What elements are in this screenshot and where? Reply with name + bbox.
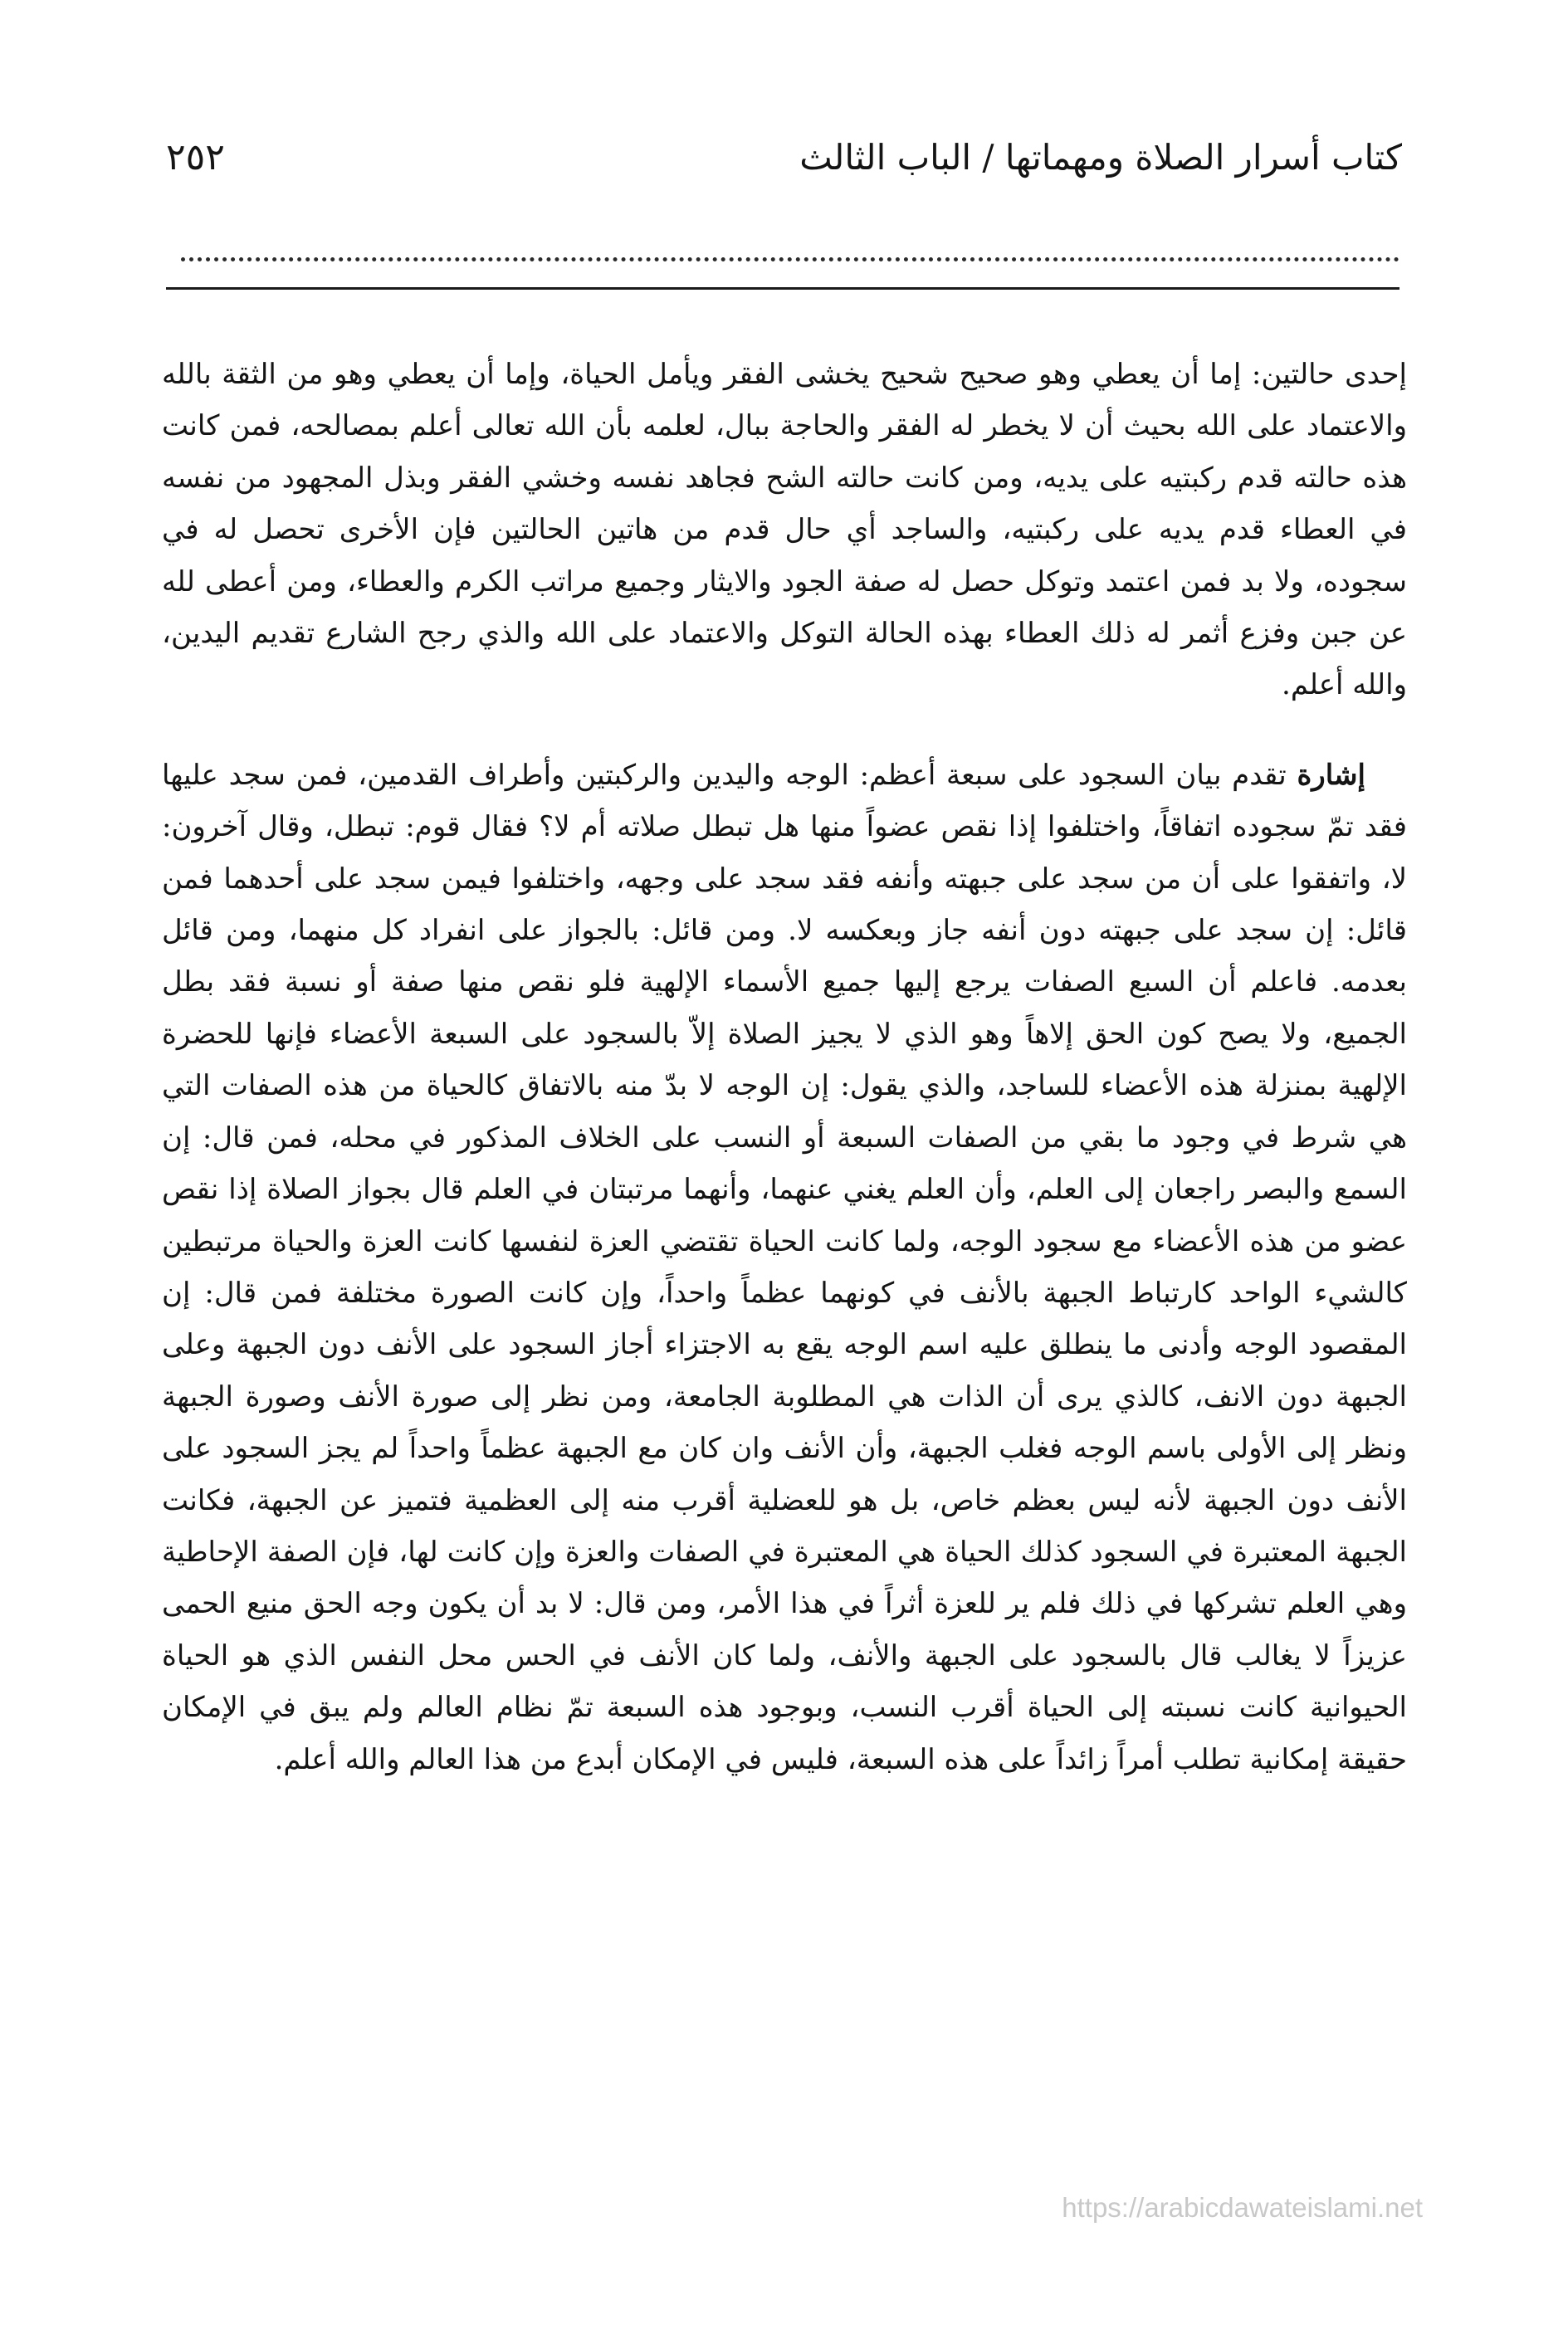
paragraph-1 (162, 349, 1407, 711)
page-header (166, 133, 1402, 191)
dotted-divider (181, 257, 1399, 261)
paragraph-2-text: تقدم بيان السجود على سبعة أعظم: الوجه واليدين والركبتين وأطراف القدمين، فمن سجد عليها فقد تمّ سجوده اتفاقاً، واختلفوا إذا نقص عضواً منها هل تبطل صلاته أم لا؟ فقال قوم: تبطل، وقال آخرون: لا، واتفقوا على أن من سجد على جبهته وأنفه فقد سجد على وجهه، واختلفوا فيمن سجد على أحدهما فمن قائل: إن سجد على جبهته دون أنفه جاز وبعكسه لا. ومن قائل: بالجواز على انفراد كل منهما، ومن قائل بعدمه. فاعلم أن السبع الصفات يرجع إليها جميع الأسماء الإلهية فلو نقص منها صفة أو نسبة فقد بطل الجميع، ولا يصح كون الحق إلاهاً وهو الذي لا يجيز الصلاة إلاّ بالسجود على السبعة الأعضاء فإنها للحضرة الإلهية بمنزلة هذه الأعضاء للساجد، والذي يقول: إن الوجه لا بدّ منه بالاتفاق كالحياة من هذه الصفات التي هي شرط في وجود ما بقي من الصفات السبعة أو النسب على الخلاف المذكور في محله، فمن قال: إن السمع والبصر راجعان إلى العلم، وأن العلم يغني عنهما، وأنهما مرتبتان في العلم قال بجواز الصلاة إذا نقص عضو من هذه الأعضاء مع سجود الوجه، ولما كانت الحياة تقتضي العزة لنفسها كانت العزة والحياة مرتبطين كالشيء الواحد كارتباط الجبهة بالأنف في كونهما عظماً واحداً، وإن كانت الصورة مختلفة فمن قال: إن المقصود الوجه وأدنى ما ينطلق عليه اسم الوجه يقع به الاجتزاء أجاز السجود على الأنف دون الجبهة وعلى الجبهة دون الانف، كالذي يرى أن الذات هي المطلوبة الجامعة، ومن نظر إلى صورة الأنف وصورة الجبهة ونظر إلى الأولى باسم الوجه فغلب الجبهة، وأن الأنف وان كان مع الجبهة عظماً واحداً لم يجز السجود على الأنف دون الجبهة لأنه ليس بعظم خاص، بل هو للعضلية أقرب منه إلى العظمية فتميز عن الجبهة، فكانت الجبهة المعتبرة في السجود كذلك الحياة هي المعتبرة في الصفات والعزة وإن كانت لها، فإن الصفة الإحاطية وهي العلم تشركها في ذلك فلم ير للعزة أثراً في هذا الأمر، ومن قال: لا بد أن يكون وجه الحق منيع الحمى عزيزاً لا يغالب قال بالسجود على الجبهة والأنف، ولما كان الأنف في الحس محل النفس الذي هو الحياة الحيوانية كانت نسبته إلى الحياة أقرب النسب، وبوجود هذه السبعة تمّ نظام العالم ولم يبق في الإمكان حقيقة إمكانية تطلب أمراً زائداً على هذه السبعة، فليس في الإمكان أبدع من هذا العالم والله أعلم. (162, 758, 1407, 1776)
running-title: كتاب أسرار الصلاة ومهماتها / الباب الثالث (799, 137, 1402, 178)
source-watermark: https://arabicdawateislami.net (1062, 2192, 1423, 2223)
page-number: ٢٥٢ (166, 136, 225, 178)
body-text (162, 349, 1407, 1785)
header-divider (166, 287, 1399, 290)
section-lead-word: إشارة (1297, 758, 1365, 792)
paragraph-1-text: إحدى حالتين: إما أن يعطي وهو صحيح شحيح يخشى الفقر ويأمل الحياة، وإما أن يعطي وهو من الثقة بالله والاعتماد على الله بحيث أن لا يخطر له الفقر والحاجة ببال، لعلمه بأن الله تعالى أعلم بمصالحه، فمن كانت هذه حالته قدم ركبتيه على يديه، ومن كانت حالته الشح فجاهد نفسه وخشي الفقر وبذل المجهود من نفسه في العطاء قدم يديه على ركبتيه، والساجد أي حال قدم من هاتين الحالتين فإن الأخرى تحصل له في سجوده، ولا بد فمن اعتمد وتوكل حصل له صفة الجود والايثار وجميع مراتب الكرم والعطاء، ومن أعطى لله عن جبن وفزع أثمر له ذلك العطاء بهذه الحالة التوكل والاعتماد على الله والذي رجح الشارع تقديم اليدين، والله أعلم. (162, 358, 1407, 702)
paragraph-2 (162, 750, 1407, 1785)
